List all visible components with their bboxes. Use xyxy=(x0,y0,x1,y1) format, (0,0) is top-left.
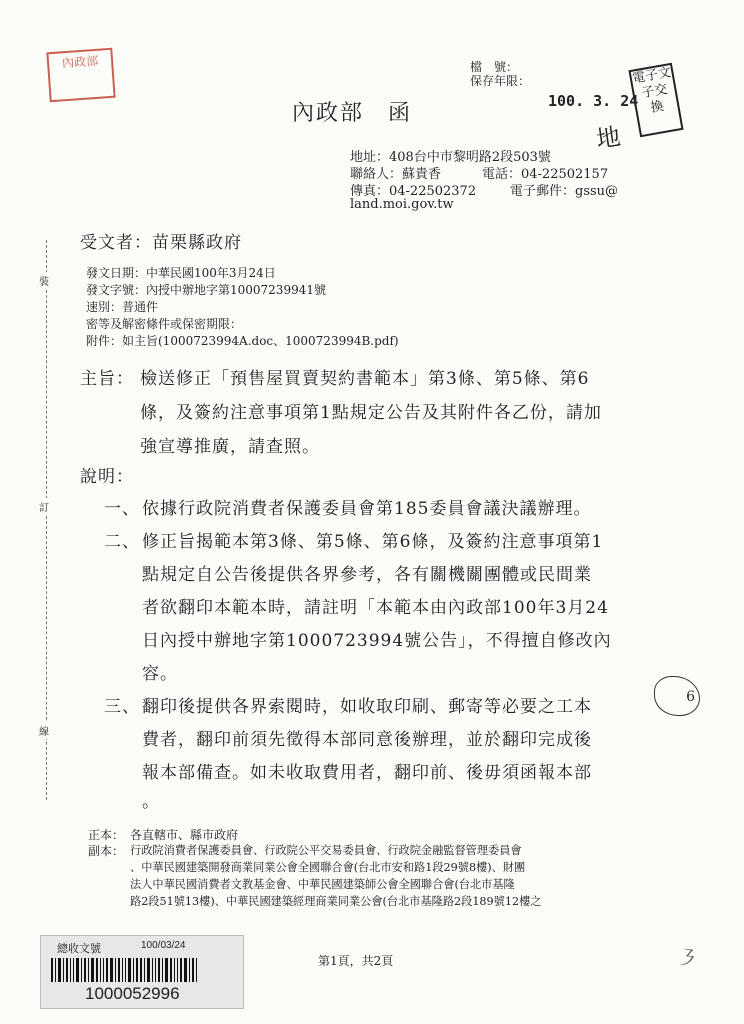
binding-label-ding: 訂 xyxy=(39,498,49,515)
subject-line: 條，及簽約注意事項第1點規定公告及其附件各乙份，請加 xyxy=(140,403,602,423)
item-line: 報本部備查。如未收取費用者，翻印前、後毋須函報本部 xyxy=(142,763,592,783)
subject-label: 主旨： xyxy=(80,369,134,389)
contact-fax: 傳真：04-22502372 xyxy=(350,184,477,199)
item-line: 容。 xyxy=(142,664,178,684)
handwritten-scribble: ㇋ xyxy=(673,945,700,974)
item-line: 翻印後提供各界索閱時，如收取印刷、郵寄等必要之工本 xyxy=(142,697,592,717)
contact-phone: 電話：04-22502157 xyxy=(482,167,609,182)
e-document-stamp: 電子文 子交 換 xyxy=(628,63,683,138)
binding-line xyxy=(46,240,47,800)
main-recipient: 各直轄市、縣市政府 xyxy=(130,828,239,842)
copy-line: 路2段51號13樓)、中華民國建築經理商業同業公會(台北市基隆路2段189號12樓之 xyxy=(130,895,542,908)
handwritten-mark: 地 xyxy=(594,122,623,154)
item-line: 。 xyxy=(142,792,160,812)
copy-line: 法人中華民國消費者文教基金會、中華民國建築師公會全國聯合會(台北市基隆 xyxy=(130,878,515,891)
doc-number: 發文字號：內授中辦地字第10007239941號 xyxy=(86,283,326,297)
subject-line: 強宣導推廣，請查照。 xyxy=(140,437,320,457)
contact-email-cont: land.moi.gov.tw xyxy=(350,197,454,212)
contact-email: 電子郵件：gssu@ xyxy=(510,184,619,199)
item-line: 依據行政院消費者保護委員會第185委員會議決議辦理。 xyxy=(142,499,592,519)
red-seal-stamp: 內政部 xyxy=(46,48,115,102)
contact-person: 聯絡人：蘇貴香 xyxy=(350,167,442,182)
attachments: 附件：如主旨(1000723994A.doc、1000723994B.pdf) xyxy=(86,334,399,348)
binding-label-zhuang: 裝 xyxy=(39,272,49,289)
binding-label-xian: 線 xyxy=(39,722,49,739)
receipt-date: 100/03/24 xyxy=(141,940,186,951)
page-fragment: 6 xyxy=(654,676,700,716)
copy-line: 、中華民國建築開發商業同業公會全國聯合會(台北市安和路1段29號8樓)、財團 xyxy=(130,861,526,874)
item-line: 者欲翻印本範本時，請註明「本範本由內政部100年3月24 xyxy=(142,598,609,618)
copy-line: 行政院消費者保護委員會、行政院公平交易委員會、行政院金融監督管理委員會 xyxy=(130,844,522,857)
page-number: 第1頁，共2頁 xyxy=(318,954,394,968)
main-recipient-label: 正本： xyxy=(88,828,125,842)
contact-address: 地址：408台中市黎明路2段503號 xyxy=(350,150,551,165)
explanation-label: 說明： xyxy=(80,467,134,487)
retention-label: 保存年限： xyxy=(470,74,531,88)
item-line: 日內授中辦地字第1000723994號公告」，不得擅自修改內 xyxy=(142,631,612,651)
issue-date: 發文日期：中華民國100年3月24日 xyxy=(86,266,276,280)
item-line: 點規定自公告後提供各界參考，各有關機關團體或民間業 xyxy=(142,565,592,585)
recipient: 受文者：苗栗縣政府 xyxy=(80,233,242,253)
subject-line: 檢送修正「預售屋買賣契約書範本」第3條、第5條、第6 xyxy=(140,369,590,389)
receipt-label: 總收文號 xyxy=(57,943,101,955)
item-number: 一、 xyxy=(104,499,140,519)
speed-class: 速別：普通件 xyxy=(86,300,159,314)
copy-recipient-label: 副本： xyxy=(88,844,125,858)
barcode xyxy=(51,958,231,982)
item-line: 費者，翻印前須先徵得本部同意後辦理，並於翻印完成後 xyxy=(142,730,592,750)
secrecy-class: 密等及解密條件或保密期限： xyxy=(86,317,243,331)
file-no-label: 檔 號： xyxy=(470,60,519,74)
receipt-barcode-label xyxy=(40,935,244,1009)
received-date-stamp: 100. 3. 24 xyxy=(548,92,639,110)
item-line: 修正旨揭範本第3條、第5條、第6條，及簽約注意事項第1 xyxy=(142,532,604,552)
item-number: 二、 xyxy=(104,532,140,552)
item-number: 三、 xyxy=(104,697,140,717)
receipt-number: 1000052996 xyxy=(85,984,180,1003)
page-title: 內政部 函 xyxy=(292,101,413,126)
